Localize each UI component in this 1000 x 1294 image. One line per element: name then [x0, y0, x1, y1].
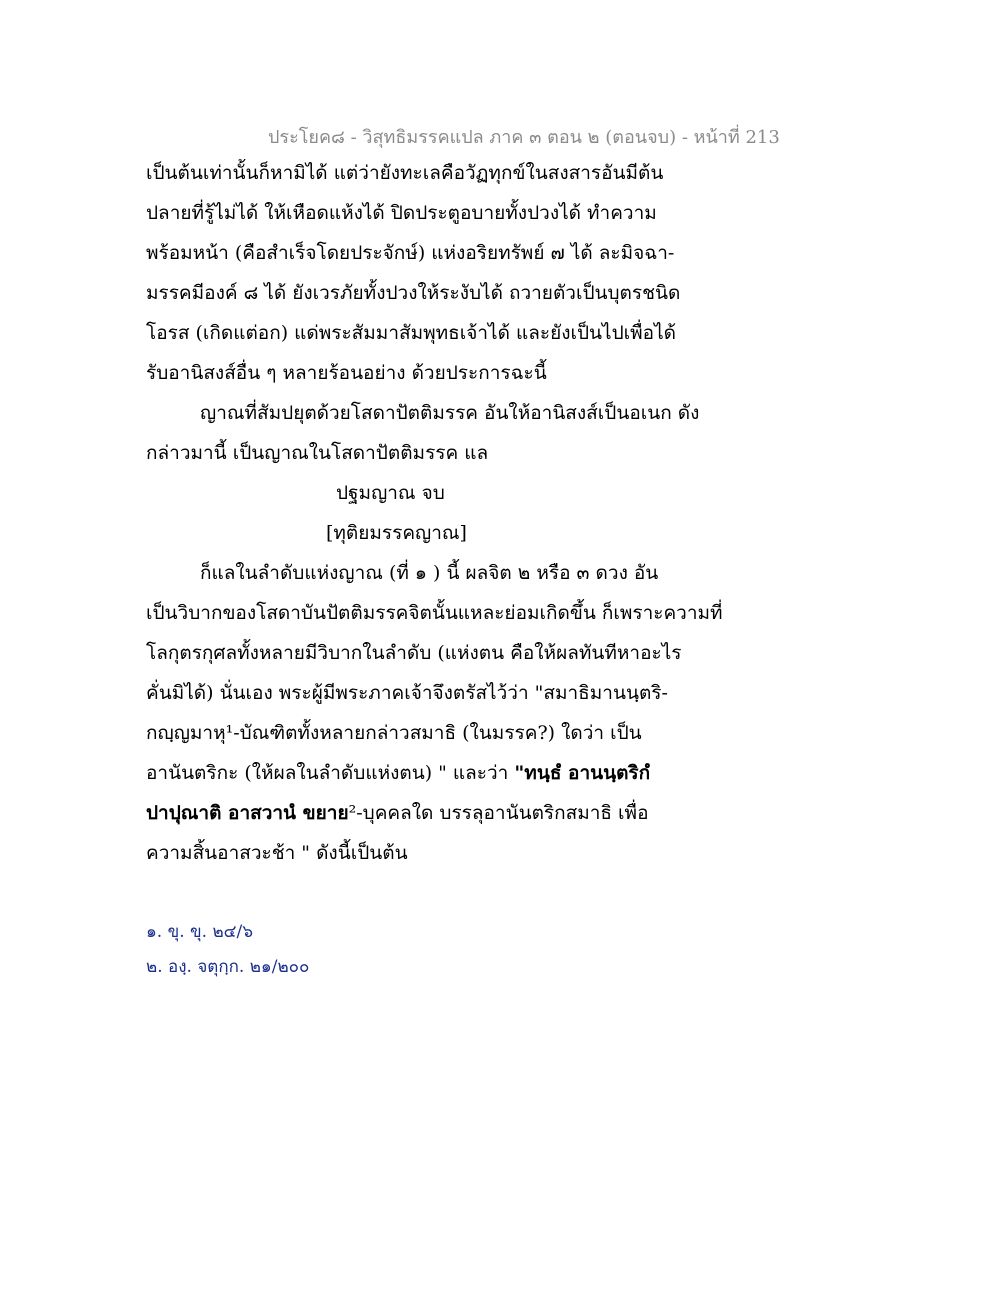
body-line-8: กล่าวมานี้ เป็นญาณในโสดาปัตติมรรค แล	[146, 442, 489, 464]
body-line-1: เป็นต้นเท่านั้นก็หามิได้ แต่ว่ายังทะเลคือวัฏทุกข์ในสงสารอันมีต้น	[146, 162, 664, 184]
body-line-5: โอรส (เกิดแต่อก) แด่พระสัมมาสัมพุทธเจ้าได้ และยังเป็นไปเพื่อได้	[146, 322, 676, 344]
body-line-15: กญฺญมาหุ¹-บัณฑิตทั้งหลายกล่าวสมาธิ (ในมรรค?) ใดว่า เป็น	[146, 722, 642, 744]
body-line-11: ก็แลในลำดับแห่งญาณ (ที่ ๑ ) นี้ ผลจิต ๒ หรือ ๓ ดวง อัน	[200, 562, 659, 584]
body-line-2: ปลายที่รู้ไม่ได้ ให้เหือดแห้งได้ ปิดประตูอบายทั้งปวงได้ ทำความ	[146, 202, 657, 224]
pali-quote-bold: "ทนฺธํ อานนฺตริกํ	[514, 762, 651, 784]
page-header: ประโยค๘ - วิสุทธิมรรคแปล ภาค ๓ ตอน ๒ (ตอนจบ) - หน้าที่ 213	[268, 127, 780, 148]
body-line-14: คั่นมิได้) นั่นเอง พระผู้มีพระภาคเจ้าจึงตรัสไว้ว่า "สมาธิมานนฺตริ-	[146, 682, 668, 704]
body-line-13: โลกุตรกุศลทั้งหลายมีวิบากในลำดับ (แห่งตน คือให้ผลทันทีหาอะไร	[146, 642, 682, 664]
body-line-16-text: อานันตริกะ (ให้ผลในลำดับแห่งตน) " และว่า	[146, 762, 515, 784]
body-line-17-text: ²-บุคคลใด บรรลุอานันตริกสมาธิ เพื่อ	[348, 802, 649, 824]
body-line-17	[146, 800, 648, 826]
body-line-12: เป็นวิบากของโสดาบันปัตติมรรคจิตนั้นแหละย่อมเกิดขึ้น ก็เพราะความที่	[146, 602, 723, 624]
body-line-3: พร้อมหน้า (คือสำเร็จโดยประจักษ์) แห่งอริยทรัพย์ ๗ ได้ ละมิจฉา-	[146, 242, 675, 264]
body-line-6: รับอานิสงส์อื่น ๆ หลายร้อนอย่าง ด้วยประการฉะนี้	[146, 362, 547, 384]
body-line-7: ญาณที่สัมปยุตด้วยโสดาปัตติมรรค อันให้อานิสงส์เป็นอเนก ดัง	[200, 402, 700, 424]
section-heading: [ทุติยมรรคญาณ]	[326, 522, 467, 544]
body-line-18: ความสิ้นอาสวะช้า " ดังนี้เป็นต้น	[146, 842, 408, 864]
body-line-16	[146, 760, 650, 786]
footnote-2: ๒. องฺ. จตุกฺก. ๒๑/๒๐๐	[146, 957, 310, 977]
pali-quote-bold-2: ปาปุณาติ อาสวานํ ขยาย	[146, 802, 349, 824]
footnote-1: ๑. ขุ. ขุ. ๒๔/๖	[146, 922, 254, 942]
section-end-title: ปฐมญาณ จบ	[336, 482, 445, 504]
body-line-4: มรรคมีองค์ ๘ ได้ ยังเวรภัยทั้งปวงให้ระงับได้ ถวายตัวเป็นบุตรชนิด	[146, 282, 681, 304]
